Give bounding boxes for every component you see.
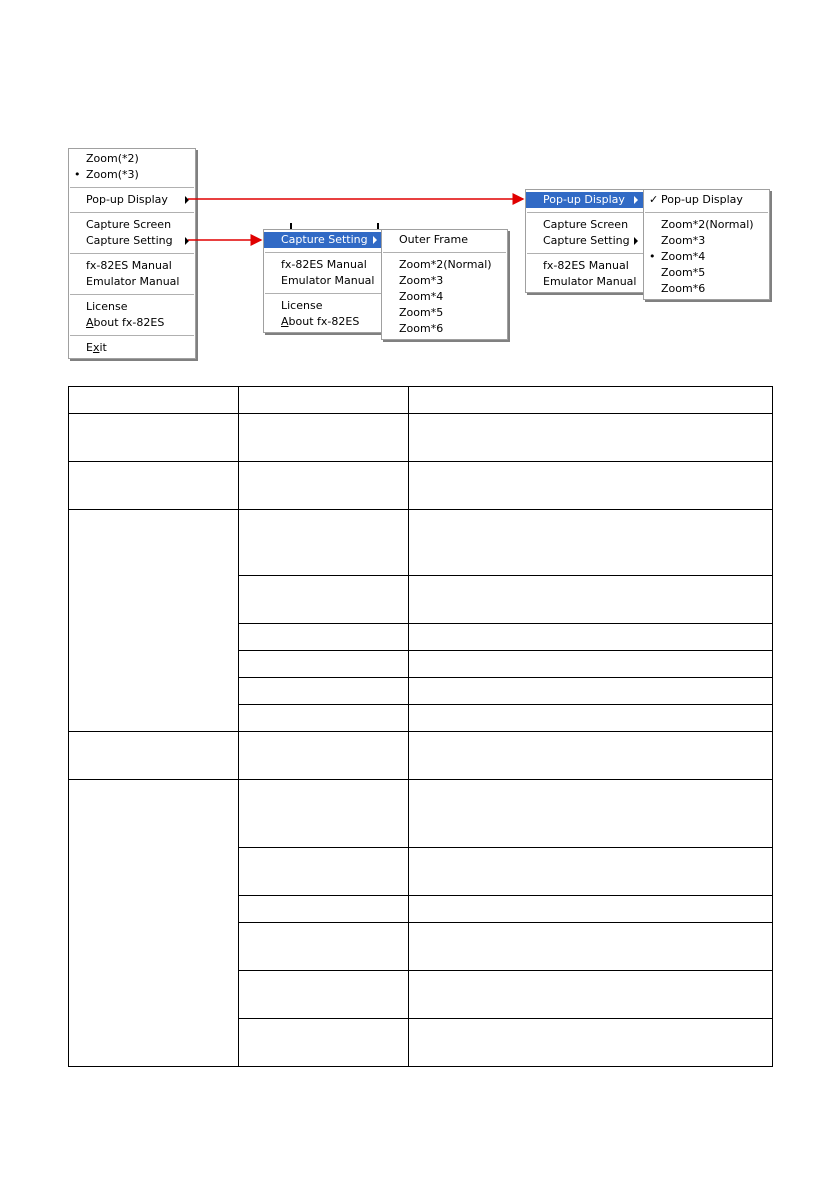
table-header-row xyxy=(69,387,773,414)
table-cell xyxy=(239,414,409,462)
table-cell xyxy=(409,414,773,462)
table-cell xyxy=(409,732,773,780)
checkmark-icon: ✓ xyxy=(649,193,659,206)
menu-item-zoom3[interactable]: • Zoom(*3) xyxy=(74,168,139,181)
menu-item-popup-display-toggle[interactable]: ✓ Pop-up Display xyxy=(649,193,743,206)
menu-item-capture-setting[interactable]: Capture Setting xyxy=(526,233,644,249)
menu-item-emulator-manual[interactable]: Emulator Manual xyxy=(281,274,375,287)
connector-arrows xyxy=(0,0,840,400)
menu-item-capture-setting-highlighted[interactable]: Capture Setting xyxy=(264,232,383,248)
table-cell xyxy=(69,387,239,414)
table-cell xyxy=(409,780,773,848)
table-cell xyxy=(409,576,773,624)
menu-item-popup-display[interactable]: Pop-up Display xyxy=(69,192,195,208)
table-cell xyxy=(239,971,409,1019)
table-cell xyxy=(69,510,239,732)
table-cell xyxy=(69,732,239,780)
menu-item-popup-zoom2[interactable]: Zoom*2(Normal) xyxy=(661,218,754,231)
table-cell xyxy=(409,705,773,732)
table-cell xyxy=(409,510,773,576)
radio-bullet-icon: • xyxy=(649,250,656,263)
table-cell xyxy=(239,624,409,651)
table-cell xyxy=(239,732,409,780)
table-cell xyxy=(409,651,773,678)
menu-item-exit[interactable]: Exit xyxy=(86,341,107,354)
menu-item-capture-screen[interactable]: Capture Screen xyxy=(86,218,172,231)
table-cell xyxy=(409,624,773,651)
table-cell xyxy=(409,1019,773,1067)
table-cell xyxy=(239,576,409,624)
table-cell xyxy=(239,678,409,705)
menu-item-popup-zoom4[interactable]: • Zoom*4 xyxy=(649,250,706,263)
table-cell xyxy=(69,462,239,510)
table-cell xyxy=(409,923,773,971)
table-cell xyxy=(409,971,773,1019)
menu-item-license[interactable]: License xyxy=(86,300,128,313)
menu-item-about[interactable]: About fx-82ES xyxy=(86,316,165,329)
menu-item-popup-zoom5[interactable]: Zoom*5 xyxy=(661,266,706,279)
radio-bullet-icon: • xyxy=(74,168,81,181)
table-row xyxy=(69,414,773,462)
table-cell xyxy=(69,414,239,462)
table-cell xyxy=(239,462,409,510)
table-row xyxy=(69,510,773,576)
table-cell xyxy=(239,1019,409,1067)
menu-item-capture-zoom6[interactable]: Zoom*6 xyxy=(399,322,444,335)
table-cell xyxy=(239,923,409,971)
menu-item-capture-screen[interactable]: Capture Screen xyxy=(543,218,629,231)
table-cell xyxy=(409,387,773,414)
menu-item-emulator-manual[interactable]: Emulator Manual xyxy=(543,275,637,288)
table-cell xyxy=(409,896,773,923)
table-cell xyxy=(69,780,239,1067)
menu-item-popup-display-highlighted[interactable]: Pop-up Display xyxy=(526,192,644,208)
table-cell xyxy=(409,848,773,896)
table-cell xyxy=(239,510,409,576)
menu-item-capture-zoom2[interactable]: Zoom*2(Normal) xyxy=(399,258,492,271)
menu-description-table xyxy=(68,386,773,1067)
table-row xyxy=(69,462,773,510)
table-cell xyxy=(239,896,409,923)
menu-item-license[interactable]: License xyxy=(281,299,323,312)
menu-item-about[interactable]: About fx-82ES xyxy=(281,315,360,328)
menu-item-capture-setting[interactable]: Capture Setting xyxy=(69,233,195,249)
table-cell xyxy=(239,848,409,896)
table-cell xyxy=(239,387,409,414)
menu-item-capture-zoom5[interactable]: Zoom*5 xyxy=(399,306,444,319)
menu-item-popup-zoom3[interactable]: Zoom*3 xyxy=(661,234,706,247)
menu-item-popup-zoom6[interactable]: Zoom*6 xyxy=(661,282,706,295)
table-cell xyxy=(239,780,409,848)
table-cell xyxy=(239,705,409,732)
menu-item-manual[interactable]: fx-82ES Manual xyxy=(86,259,172,272)
menu-item-capture-zoom3[interactable]: Zoom*3 xyxy=(399,274,444,287)
menu-item-manual[interactable]: fx-82ES Manual xyxy=(543,259,629,272)
menu-item-outer-frame[interactable]: Outer Frame xyxy=(399,233,469,246)
menu-item-zoom2[interactable]: Zoom(*2) xyxy=(86,152,139,165)
table-cell xyxy=(409,462,773,510)
menu-item-emulator-manual[interactable]: Emulator Manual xyxy=(86,275,180,288)
menu-item-manual[interactable]: fx-82ES Manual xyxy=(281,258,367,271)
table-cell xyxy=(409,678,773,705)
table-cell xyxy=(239,651,409,678)
menu-item-capture-zoom4[interactable]: Zoom*4 xyxy=(399,290,444,303)
table-row xyxy=(69,732,773,780)
table-row xyxy=(69,780,773,848)
